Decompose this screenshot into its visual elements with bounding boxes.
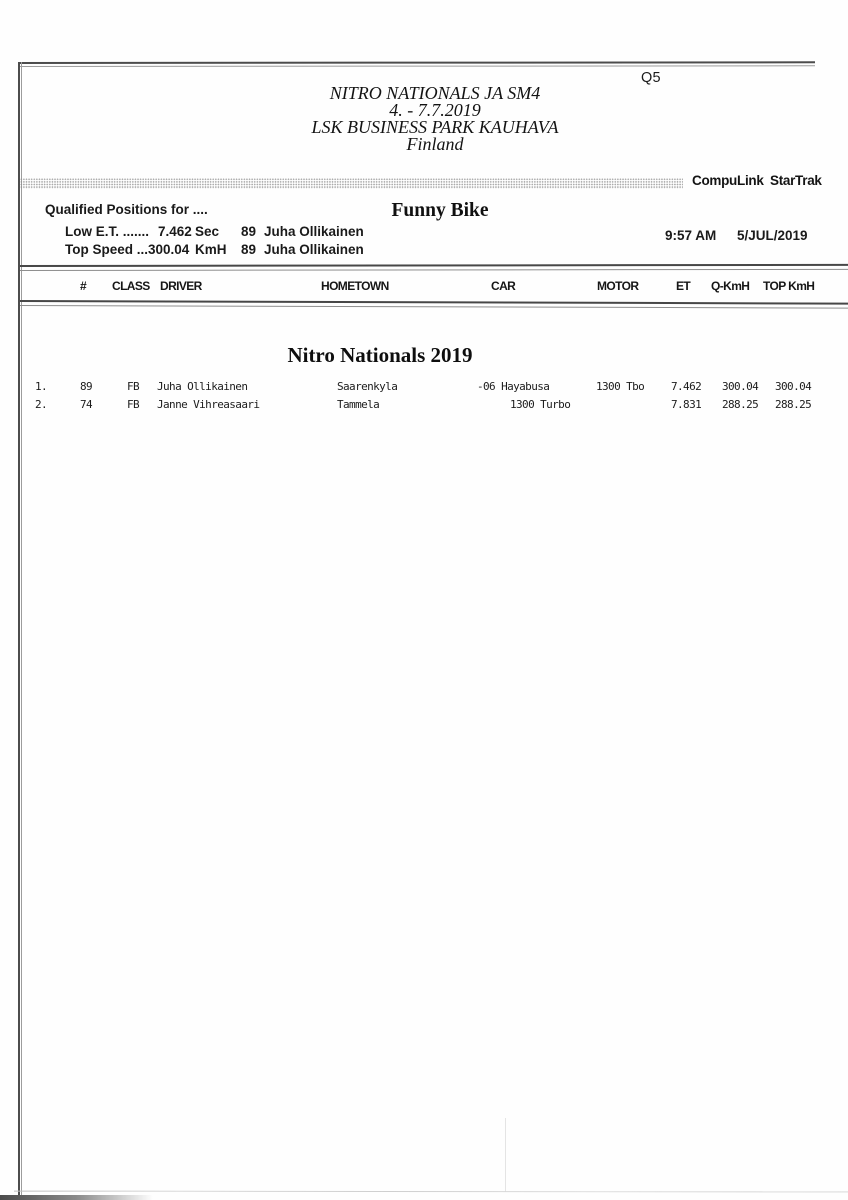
table-header-row xyxy=(0,279,848,295)
low-et-unit: Sec xyxy=(195,224,220,239)
print-date: 5/JUL/2019 xyxy=(737,228,808,243)
scan-artifact-vertical-line xyxy=(505,1118,506,1192)
cell-q-kmh: 300.04 xyxy=(722,380,759,393)
cell-car: 1300 Turbo xyxy=(510,398,571,411)
top-speed-line xyxy=(65,242,425,258)
qualified-positions-heading: Qualified Positions for .... xyxy=(45,202,208,217)
event-title-block xyxy=(312,85,559,153)
event-dates: 4. - 7.7.2019 xyxy=(389,100,481,120)
top-speed-driver: Juha Ollikainen xyxy=(264,242,364,257)
halftone-separator-band xyxy=(20,178,683,189)
top-speed-car-number: 89 xyxy=(241,242,257,257)
top-speed-unit: KmH xyxy=(195,242,227,257)
low-et-value: 7.462 xyxy=(158,224,192,239)
cell-number: 89 xyxy=(80,380,93,393)
column-header-et: ET xyxy=(676,279,691,293)
cell-et: 7.831 xyxy=(671,398,702,411)
low-et-line xyxy=(65,224,425,240)
page-border-top xyxy=(18,61,815,67)
cell-car: -06 Hayabusa xyxy=(477,380,550,393)
table-rule-top xyxy=(20,264,848,271)
column-header-driver: DRIVER xyxy=(160,279,202,293)
cell-q-kmh: 288.25 xyxy=(722,398,759,411)
table-row xyxy=(0,380,848,395)
cell-top-kmh: 288.25 xyxy=(775,398,812,411)
column-header-motor: MOTOR xyxy=(597,279,639,293)
class-title: Funny Bike xyxy=(391,200,489,221)
event-title: NITRO NATIONALS JA SM4 xyxy=(329,83,541,103)
column-header-class: CLASS xyxy=(112,279,150,293)
cell-top-kmh: 300.04 xyxy=(775,380,812,393)
column-header-number: # xyxy=(80,279,87,293)
cell-driver: Janne Vihreasaari xyxy=(157,398,260,411)
cell-class: FB xyxy=(127,398,140,411)
sheet-code: Q5 xyxy=(641,70,661,86)
cell-rank: 2. xyxy=(35,398,48,411)
scan-artifact-bottom-line xyxy=(14,1191,848,1193)
low-et-driver: Juha Ollikainen xyxy=(264,224,364,239)
column-header-hometown: HOMETOWN xyxy=(321,279,389,293)
column-header-top-kmh: TOP KmH xyxy=(763,279,815,293)
low-et-label: Low E.T. ....... xyxy=(65,224,150,239)
column-header-car: CAR xyxy=(491,279,516,293)
cell-hometown: Saarenkyla xyxy=(337,380,398,393)
page-border-left xyxy=(18,62,22,1200)
timing-system-brand: CompuLink StarTrak xyxy=(692,173,822,188)
top-speed-value: 300.04 xyxy=(148,242,190,257)
table-row xyxy=(0,398,848,413)
cell-class: FB xyxy=(127,380,140,393)
cell-motor: 1300 Tbo xyxy=(596,380,645,393)
cell-hometown: Tammela xyxy=(337,398,380,411)
cell-number: 74 xyxy=(80,398,93,411)
cell-et: 7.462 xyxy=(671,380,702,393)
top-speed-label: Top Speed ... xyxy=(65,242,149,257)
section-title: Nitro Nationals 2019 xyxy=(287,343,473,367)
event-country: Finland xyxy=(406,134,464,154)
cell-rank: 1. xyxy=(35,380,48,393)
table-rule-bottom xyxy=(20,300,848,309)
scan-artifact-smudge xyxy=(0,1195,170,1200)
low-et-car-number: 89 xyxy=(241,224,257,239)
cell-driver: Juha Ollikainen xyxy=(157,380,248,393)
column-header-q-kmh: Q-KmH xyxy=(711,279,750,293)
print-time: 9:57 AM xyxy=(665,228,717,243)
event-venue: LSK BUSINESS PARK KAUHAVA xyxy=(311,117,559,137)
